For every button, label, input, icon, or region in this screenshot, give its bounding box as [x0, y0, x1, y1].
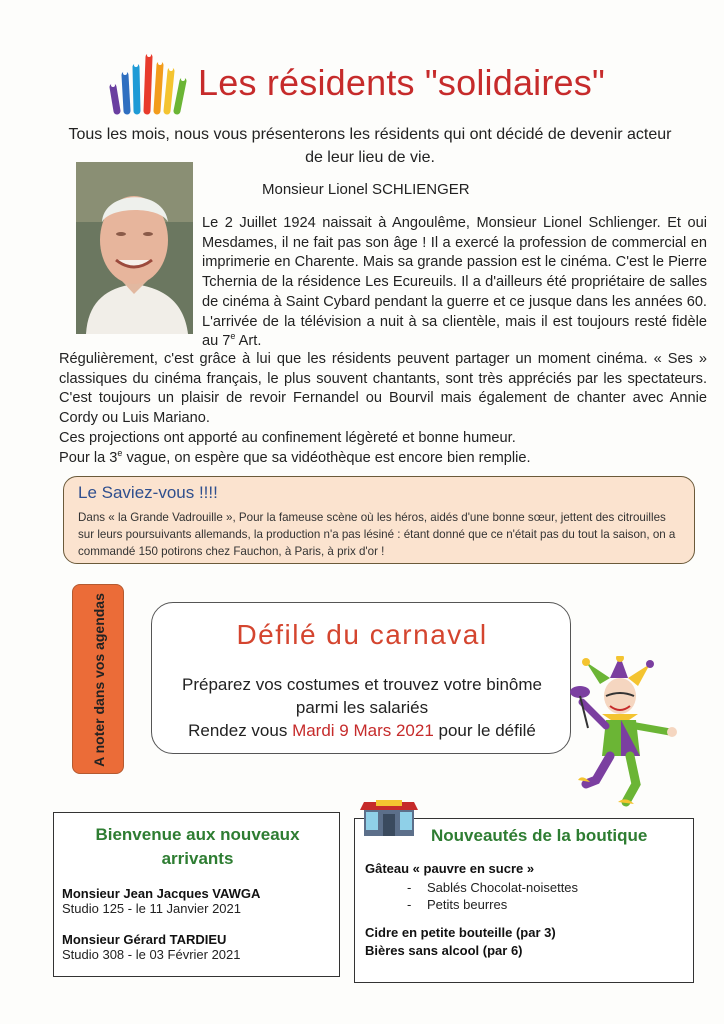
list-dash: - [407, 897, 412, 912]
list-dash: - [407, 880, 412, 895]
did-you-know-text: Dans « la Grande Vadrouille », Pour la fameuse scène où les héros, aidés d'une bonne sœur, jettent des citrouilles sur leurs poursuivants allemands, la production n'a pas lésiné : étant donné que ce n'était pas du tout la saison, on a commandé 150 potirons chez Fauchon, à Paris, à prix d'or ! [78, 511, 676, 558]
jester-icon [566, 656, 678, 808]
bio-paragraph: Régulièrement, c'est grâce à lui que les résidents peuvent partager un moment cinéma. « Ses » classiques du cinéma français, le plus souvent chantants, sont très appréciés par les spectateurs. C'est toujours un plaisir de revoir Fernandel ou Bourvil mais également de chanter avec Annie Cordy ou Luis Mariano. [59, 351, 707, 427]
resident-2-name: Monsieur Gérard TARDIEU [62, 932, 227, 947]
carnival-text [152, 673, 572, 742]
page-title: Les résidents "solidaires" [198, 62, 605, 103]
bio-text-4: Pour la 3 [59, 449, 118, 466]
shop-section-beer: Bières sans alcool (par 6) [365, 943, 523, 958]
carnival-line-3-start: Rendez vous [188, 721, 293, 740]
bio-sup-1: e [230, 331, 236, 342]
bio-text-1: Le 2 Juillet 1924 naissait à Angoulême, Monsieur Lionel Schlienger. Et oui Mesdames, il ne fait pas son âge ! Il a exercé la profession de commercial en imprimerie en Charente. Mais sa grande passion est le cinéma. C'est le Pierre Tchernia de la résidence Les Ecureuils. Il a d'ailleurs été propriétaire de salles de cinéma à Saint Cybard pendant la guerre et ce jusque dans les années 60. L'arrivée de la télévision a nuit à sa clientèle, mais il est toujours resté fidèle au 7 [202, 215, 707, 350]
bio-sup-4: e [117, 447, 123, 458]
bio-paragraph: Ces projections ont apporté au confinement légèreté et bonne humeur. [59, 429, 516, 446]
resident-bio-part2 [59, 350, 707, 468]
welcome-title-line-2: arrivants [161, 849, 234, 868]
bio-text-1-end: Art. [235, 333, 262, 350]
did-you-know-box [63, 476, 695, 564]
shop-news-box [354, 818, 694, 983]
agenda-tab-label: A noter dans vos agendas [91, 593, 107, 767]
welcome-box [53, 812, 340, 977]
resident-1-detail: Studio 125 - le 11 Janvier 2021 [62, 901, 241, 916]
raised-hands-logo-icon [103, 45, 195, 115]
shop-item: Sablés Chocolat-noisettes [427, 880, 579, 895]
shop-section-cake: Gâteau « pauvre en sucre » [365, 861, 535, 876]
did-you-know-title: Le Saviez-vous !!!! [78, 483, 218, 502]
resident-name: Monsieur Lionel SCHLIENGER [262, 181, 470, 198]
shop-icon [358, 800, 420, 838]
resident-1-name: Monsieur Jean Jacques VAWGA [62, 886, 261, 901]
carnival-title: Défilé du carnaval [236, 619, 488, 650]
shop-item: Petits beurres [427, 897, 508, 912]
bio-text-4-end: vague, on espère que sa vidéothèque est encore bien remplie. [122, 449, 531, 466]
bio-paragraph [59, 449, 707, 469]
resident-2-detail: Studio 308 - le 03 Février 2021 [62, 947, 241, 962]
welcome-resident-1 [62, 886, 260, 916]
resident-bio-part1 [202, 214, 707, 352]
intro-text: Tous les mois, nous vous présenterons les résidents qui ont décidé de devenir acteur de leur lieu de vie. [68, 126, 672, 166]
shop-news-title: Nouveautés de la boutique [431, 826, 648, 845]
welcome-title-line-1: Bienvenue aux nouveaux [95, 825, 300, 844]
shop-section-cider: Cidre en petite bouteille (par 3) [365, 925, 556, 940]
welcome-resident-2 [62, 932, 241, 962]
welcome-title [54, 823, 341, 871]
carnival-date: Mardi 9 Mars 2021 [292, 721, 434, 740]
resident-portrait [76, 162, 193, 334]
carnival-event-box [151, 602, 571, 754]
carnival-line-2: parmi les salariés [295, 698, 429, 717]
carnival-line-1: Préparez vos costumes et trouvez votre binôme [182, 675, 542, 694]
carnival-line-3 [152, 719, 572, 742]
carnival-line-3-end: pour le défilé [433, 721, 536, 740]
agenda-tab-label-wrap [73, 585, 125, 775]
agenda-tab [72, 584, 124, 774]
